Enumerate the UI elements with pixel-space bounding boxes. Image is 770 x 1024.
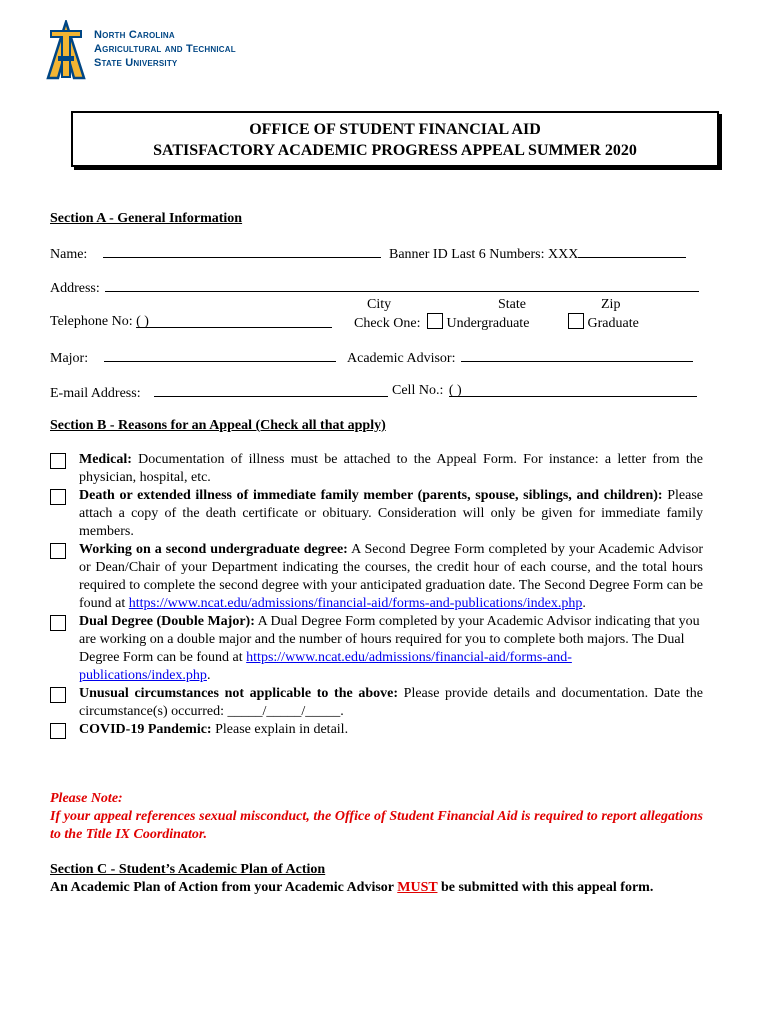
undergraduate-checkbox[interactable] bbox=[427, 313, 443, 329]
logo-line-2: Agricultural and Technical bbox=[94, 43, 236, 55]
second-degree-title: Working on a second undergraduate degree: bbox=[79, 542, 348, 557]
cell-label: Cell No.: bbox=[392, 383, 444, 398]
graduate-checkbox[interactable] bbox=[568, 313, 584, 329]
second-degree-form-link[interactable]: https://www.ncat.edu/admissions/financial-aid/forms-and-publications/index.php bbox=[128, 596, 583, 611]
state-label: State bbox=[498, 297, 526, 312]
check-one-label: Check One: bbox=[354, 316, 421, 331]
logo-wordmark bbox=[94, 28, 236, 70]
cell-field[interactable] bbox=[449, 382, 697, 397]
check-one-row bbox=[354, 313, 529, 333]
unusual-text: Please provide details and documentation. Date the circumstance(s) occurred: _____/_____/_____. bbox=[79, 686, 703, 719]
second-degree-end: . bbox=[582, 596, 586, 611]
section-c-pre: An Academic Plan of Action from your Academic Advisor bbox=[50, 880, 398, 895]
second-degree-checkbox[interactable] bbox=[50, 543, 66, 559]
banner-id-label: Banner ID Last 6 Numbers: XXX bbox=[389, 247, 579, 262]
major-label: Major: bbox=[50, 351, 89, 366]
address-field[interactable] bbox=[105, 277, 699, 292]
reason-second-degree bbox=[50, 541, 703, 613]
dual-degree-text: A Dual Degree Form completed by your Academic Advisor indicating that you are working on a double major and the number of hours required for you to complete both majors. The Dual Degree Form can be found at bbox=[79, 614, 700, 665]
death-illness-title: Death or extended illness of immediate family member (parents, spouse, siblings, and children): bbox=[79, 488, 663, 503]
section-c-post: be submitted with this appeal form. bbox=[437, 880, 654, 895]
telephone-label: Telephone No: bbox=[50, 314, 133, 329]
major-field[interactable] bbox=[104, 347, 336, 362]
section-a-heading: Section A - General Information bbox=[50, 211, 243, 226]
reason-unusual bbox=[50, 685, 703, 721]
telephone-field[interactable] bbox=[136, 313, 332, 328]
section-c-line bbox=[50, 879, 653, 897]
form-title-line-1: OFFICE OF STUDENT FINANCIAL AID bbox=[249, 121, 541, 138]
covid-text: Please explain in detail. bbox=[211, 722, 349, 737]
form-title-box bbox=[71, 111, 719, 167]
medical-text: Documentation of illness must be attached to the Appeal Form. For instance: a letter from the physician, hospital, etc. bbox=[79, 452, 703, 485]
email-label: E-mail Address: bbox=[50, 386, 141, 401]
email-row bbox=[50, 382, 388, 403]
city-label: City bbox=[367, 297, 392, 312]
section-c-heading: Section C - Student’s Academic Plan of Action bbox=[50, 862, 326, 877]
logo-line-3: State University bbox=[94, 57, 178, 69]
telephone-area-code: ( ) bbox=[136, 314, 149, 329]
graduate-row bbox=[568, 313, 639, 333]
section-b-heading: Section B - Reasons for an Appeal (Check all that apply) bbox=[50, 418, 386, 433]
banner-id-row bbox=[389, 243, 686, 264]
please-note bbox=[50, 790, 703, 844]
death-illness-checkbox[interactable] bbox=[50, 489, 66, 505]
reason-covid bbox=[50, 721, 703, 739]
dual-degree-form-link[interactable]: https://www.ncat.edu/admissions/financial-aid/forms-and-publications/index.php bbox=[79, 650, 572, 683]
aggie-logo-icon bbox=[44, 20, 88, 82]
reason-dual-degree bbox=[50, 613, 703, 685]
dual-degree-title: Dual Degree (Double Major): bbox=[79, 614, 255, 629]
name-label: Name: bbox=[50, 247, 88, 262]
advisor-label: Academic Advisor: bbox=[347, 351, 456, 366]
major-row bbox=[50, 347, 336, 368]
form-title-line-2: SATISFACTORY ACADEMIC PROGRESS APPEAL SUMMER 2020 bbox=[153, 142, 637, 159]
name-row bbox=[50, 243, 381, 264]
medical-title: Medical: bbox=[79, 452, 132, 467]
logo-line-1: North Carolina bbox=[94, 29, 175, 41]
medical-checkbox[interactable] bbox=[50, 453, 66, 469]
section-c bbox=[50, 861, 653, 897]
email-field[interactable] bbox=[154, 382, 388, 397]
advisor-row bbox=[347, 347, 693, 368]
advisor-field[interactable] bbox=[461, 347, 693, 362]
death-illness-text: Please attach a copy of the death certificate or obituary. Consideration will only be given for immediate family members. bbox=[79, 488, 704, 539]
address-row bbox=[50, 277, 699, 298]
university-logo bbox=[44, 20, 284, 84]
address-label: Address: bbox=[50, 281, 100, 296]
unusual-title: Unusual circumstances not applicable to the above: bbox=[79, 686, 399, 701]
reason-medical bbox=[50, 451, 703, 487]
unusual-checkbox[interactable] bbox=[50, 687, 66, 703]
please-note-text: If your appeal references sexual misconduct, the Office of Student Financial Aid is required to report allegations to the Title IX Coordinator. bbox=[50, 809, 703, 842]
covid-checkbox[interactable] bbox=[50, 723, 66, 739]
cell-area-code: ( ) bbox=[448, 383, 462, 398]
zip-label: Zip bbox=[601, 297, 621, 312]
cell-row bbox=[392, 382, 697, 400]
undergraduate-label: Undergraduate bbox=[446, 316, 530, 331]
dual-degree-end: . bbox=[206, 668, 211, 683]
reason-death-illness bbox=[50, 487, 703, 541]
banner-id-field[interactable] bbox=[578, 243, 686, 258]
dual-degree-checkbox[interactable] bbox=[50, 615, 66, 631]
must-emphasis: MUST bbox=[397, 880, 438, 895]
second-degree-text: A Second Degree Form completed by your Academic Advisor or Dean/Chair of your Department indicating the courses, the credit hour of each course, and the total hours required to complete the second degree with your anticipated graduation date. The Second Degree Form can be found at bbox=[79, 542, 703, 611]
please-note-label: Please Note: bbox=[50, 791, 123, 806]
telephone-row bbox=[50, 313, 332, 331]
name-field[interactable] bbox=[103, 243, 381, 258]
covid-title: COVID-19 Pandemic: bbox=[79, 722, 212, 737]
appeal-reasons-list bbox=[50, 451, 703, 739]
graduate-label: Graduate bbox=[587, 316, 639, 331]
